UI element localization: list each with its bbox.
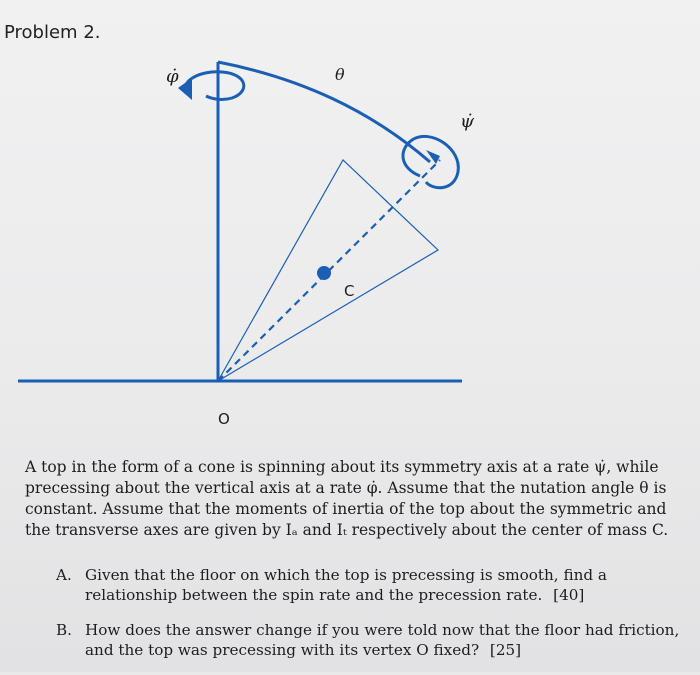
psi-dot-rotation-arrow xyxy=(403,136,458,187)
phi-dot-rotation-arrow xyxy=(186,72,244,100)
question-letter: A. xyxy=(56,566,72,584)
question-letter: B. xyxy=(56,621,72,639)
label-theta: θ xyxy=(335,65,345,84)
question-text: Given that the floor on which the top is precessing is smooth, find a relationship between the spin rate and the precession rate. xyxy=(85,566,607,604)
center-of-mass-dot xyxy=(317,266,331,280)
label-psi-dot: ψ̇ xyxy=(460,111,475,132)
label-o: O xyxy=(218,410,230,428)
label-c: C xyxy=(344,282,355,300)
question-points: [25] xyxy=(489,641,522,659)
problem-statement: A top in the form of a cone is spinning about its symmetry axis at a rate ψ̇, while precessing about the vertical axis at a rate φ̇. Assume that the nutation angle θ is constant. Assume that the moments of inertia of the top about the symmetric and the transverse axes are given by Iₐ and Iₜ respectively about the center of mass C. xyxy=(25,458,669,539)
question-b xyxy=(56,620,696,660)
question-points: [40] xyxy=(553,586,585,604)
phi-dot-arrowhead-icon xyxy=(178,78,192,100)
question-a xyxy=(56,565,696,605)
theta-arc xyxy=(218,62,430,162)
problem-title: Problem 2. xyxy=(4,22,101,43)
label-phi-dot: φ̇ xyxy=(166,66,179,87)
question-list xyxy=(56,565,696,675)
question-text: How does the answer change if you were told now that the floor had friction, and the top was precessing with its vertex O fixed? xyxy=(85,621,680,659)
